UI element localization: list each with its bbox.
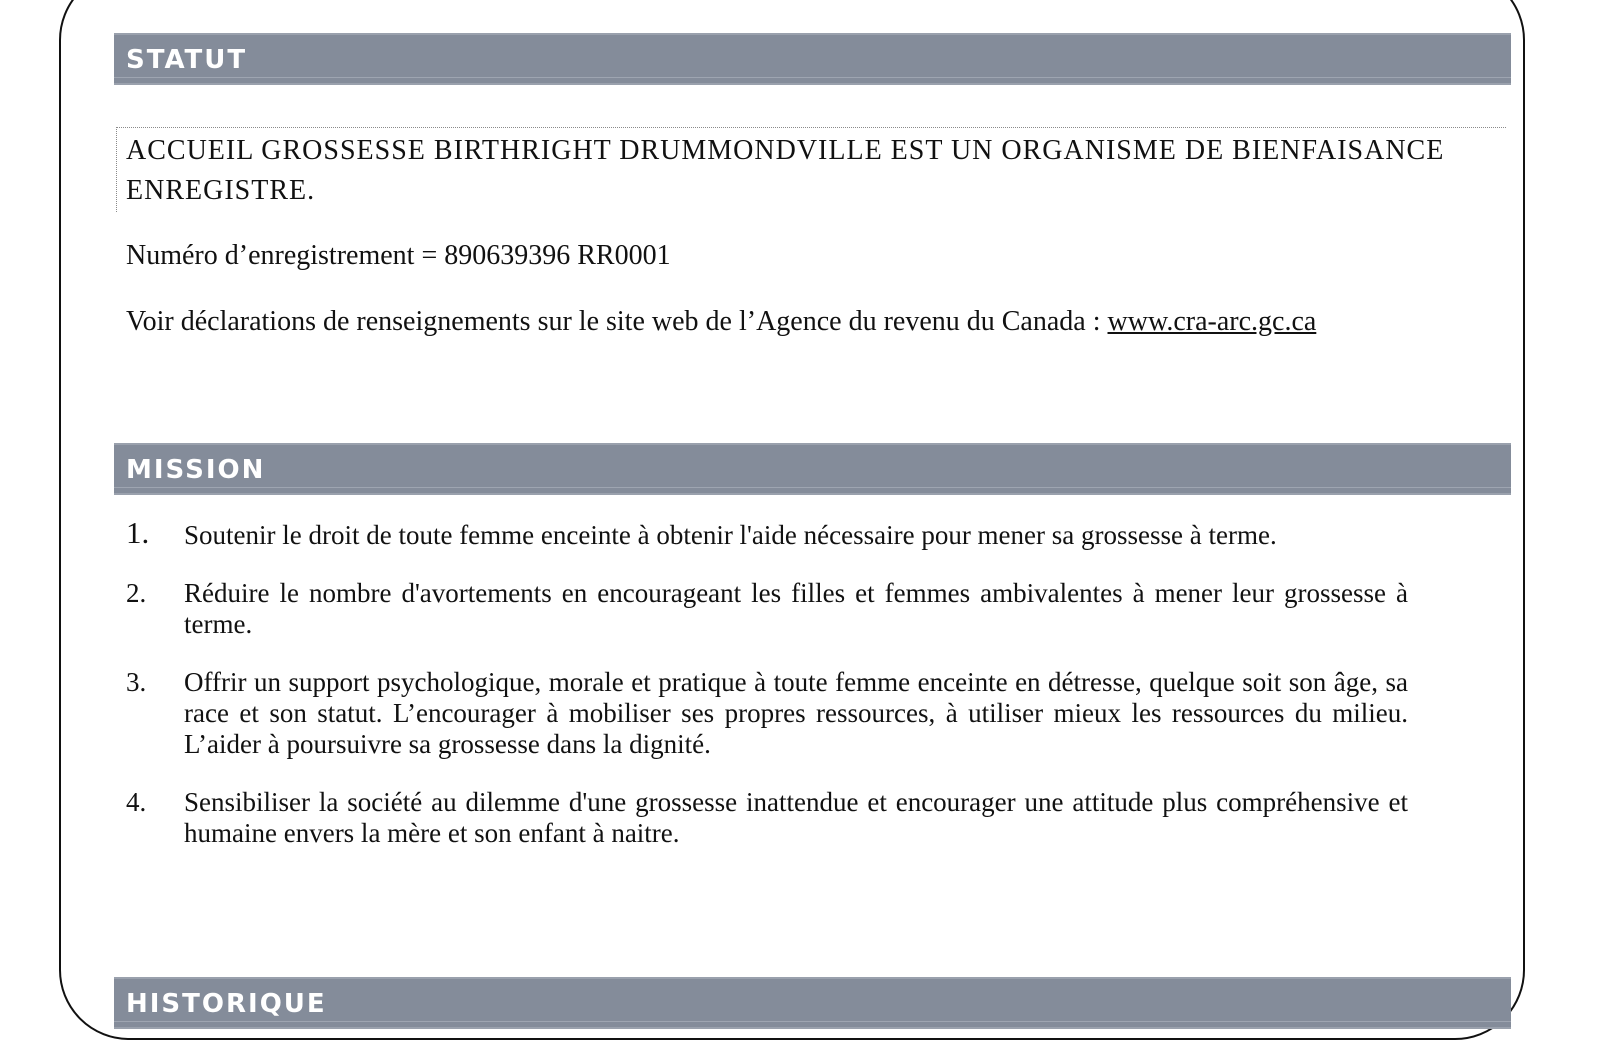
mission-item (126, 667, 1408, 760)
mission-item-text: Sensibiliser la société au dilemme d'une grossesse inattendue et encourager une attitude plus compréhensive et humaine envers la mère et son enfant à naitre. (184, 787, 1408, 848)
mission-list (126, 515, 1408, 876)
mission-item-text: Soutenir le droit de toute femme enceinte à obtenir l'aide nécessaire pour mener sa grossesse à terme. (184, 520, 1277, 550)
mission-item-text: Réduire le nombre d'avortements en encourageant les filles et femmes ambivalentes à mener leur grossesse à terme. (184, 578, 1408, 639)
mission-item (126, 515, 1408, 551)
cra-statement (126, 306, 1316, 338)
mission-item-number: 1. (126, 515, 150, 550)
section-header-statut (114, 33, 1511, 85)
registration-number: Numéro d’enregistrement = 890639396 RR0001 (126, 240, 671, 271)
charity-statement: ACCUEIL GROSSESSE BIRTHRIGHT DRUMMONDVILLE EST UN ORGANISME DE BIENFAISANCE ENREGISTRE. (126, 135, 1445, 206)
mission-item-number: 2. (126, 578, 147, 608)
mission-item (126, 787, 1408, 849)
cra-text: Voir déclarations de renseignements sur le site web de l’Agence du revenu du Canada : (126, 306, 1108, 337)
section-header-historique (114, 977, 1511, 1029)
mission-item-text: Offrir un support psychologique, morale et pratique à toute femme enceinte en détresse, quelque soit son âge, sa race et son statut. L’encourager à mobiliser ses propres ressources, à utiliser mieux les ressources du milieu. L’aider à poursuivre sa grossesse dans la dignité. (184, 667, 1408, 759)
mission-item-number: 3. (126, 667, 147, 697)
section-header-mission (114, 443, 1511, 495)
mission-item (126, 578, 1408, 640)
cra-link[interactable]: www.cra-arc.gc.ca (1107, 306, 1317, 337)
section-title-mission: MISSION (126, 455, 266, 485)
mission-item-number: 4. (126, 787, 147, 817)
section-title-historique: HISTORIQUE (126, 989, 327, 1019)
section-title-statut: STATUT (126, 45, 248, 75)
